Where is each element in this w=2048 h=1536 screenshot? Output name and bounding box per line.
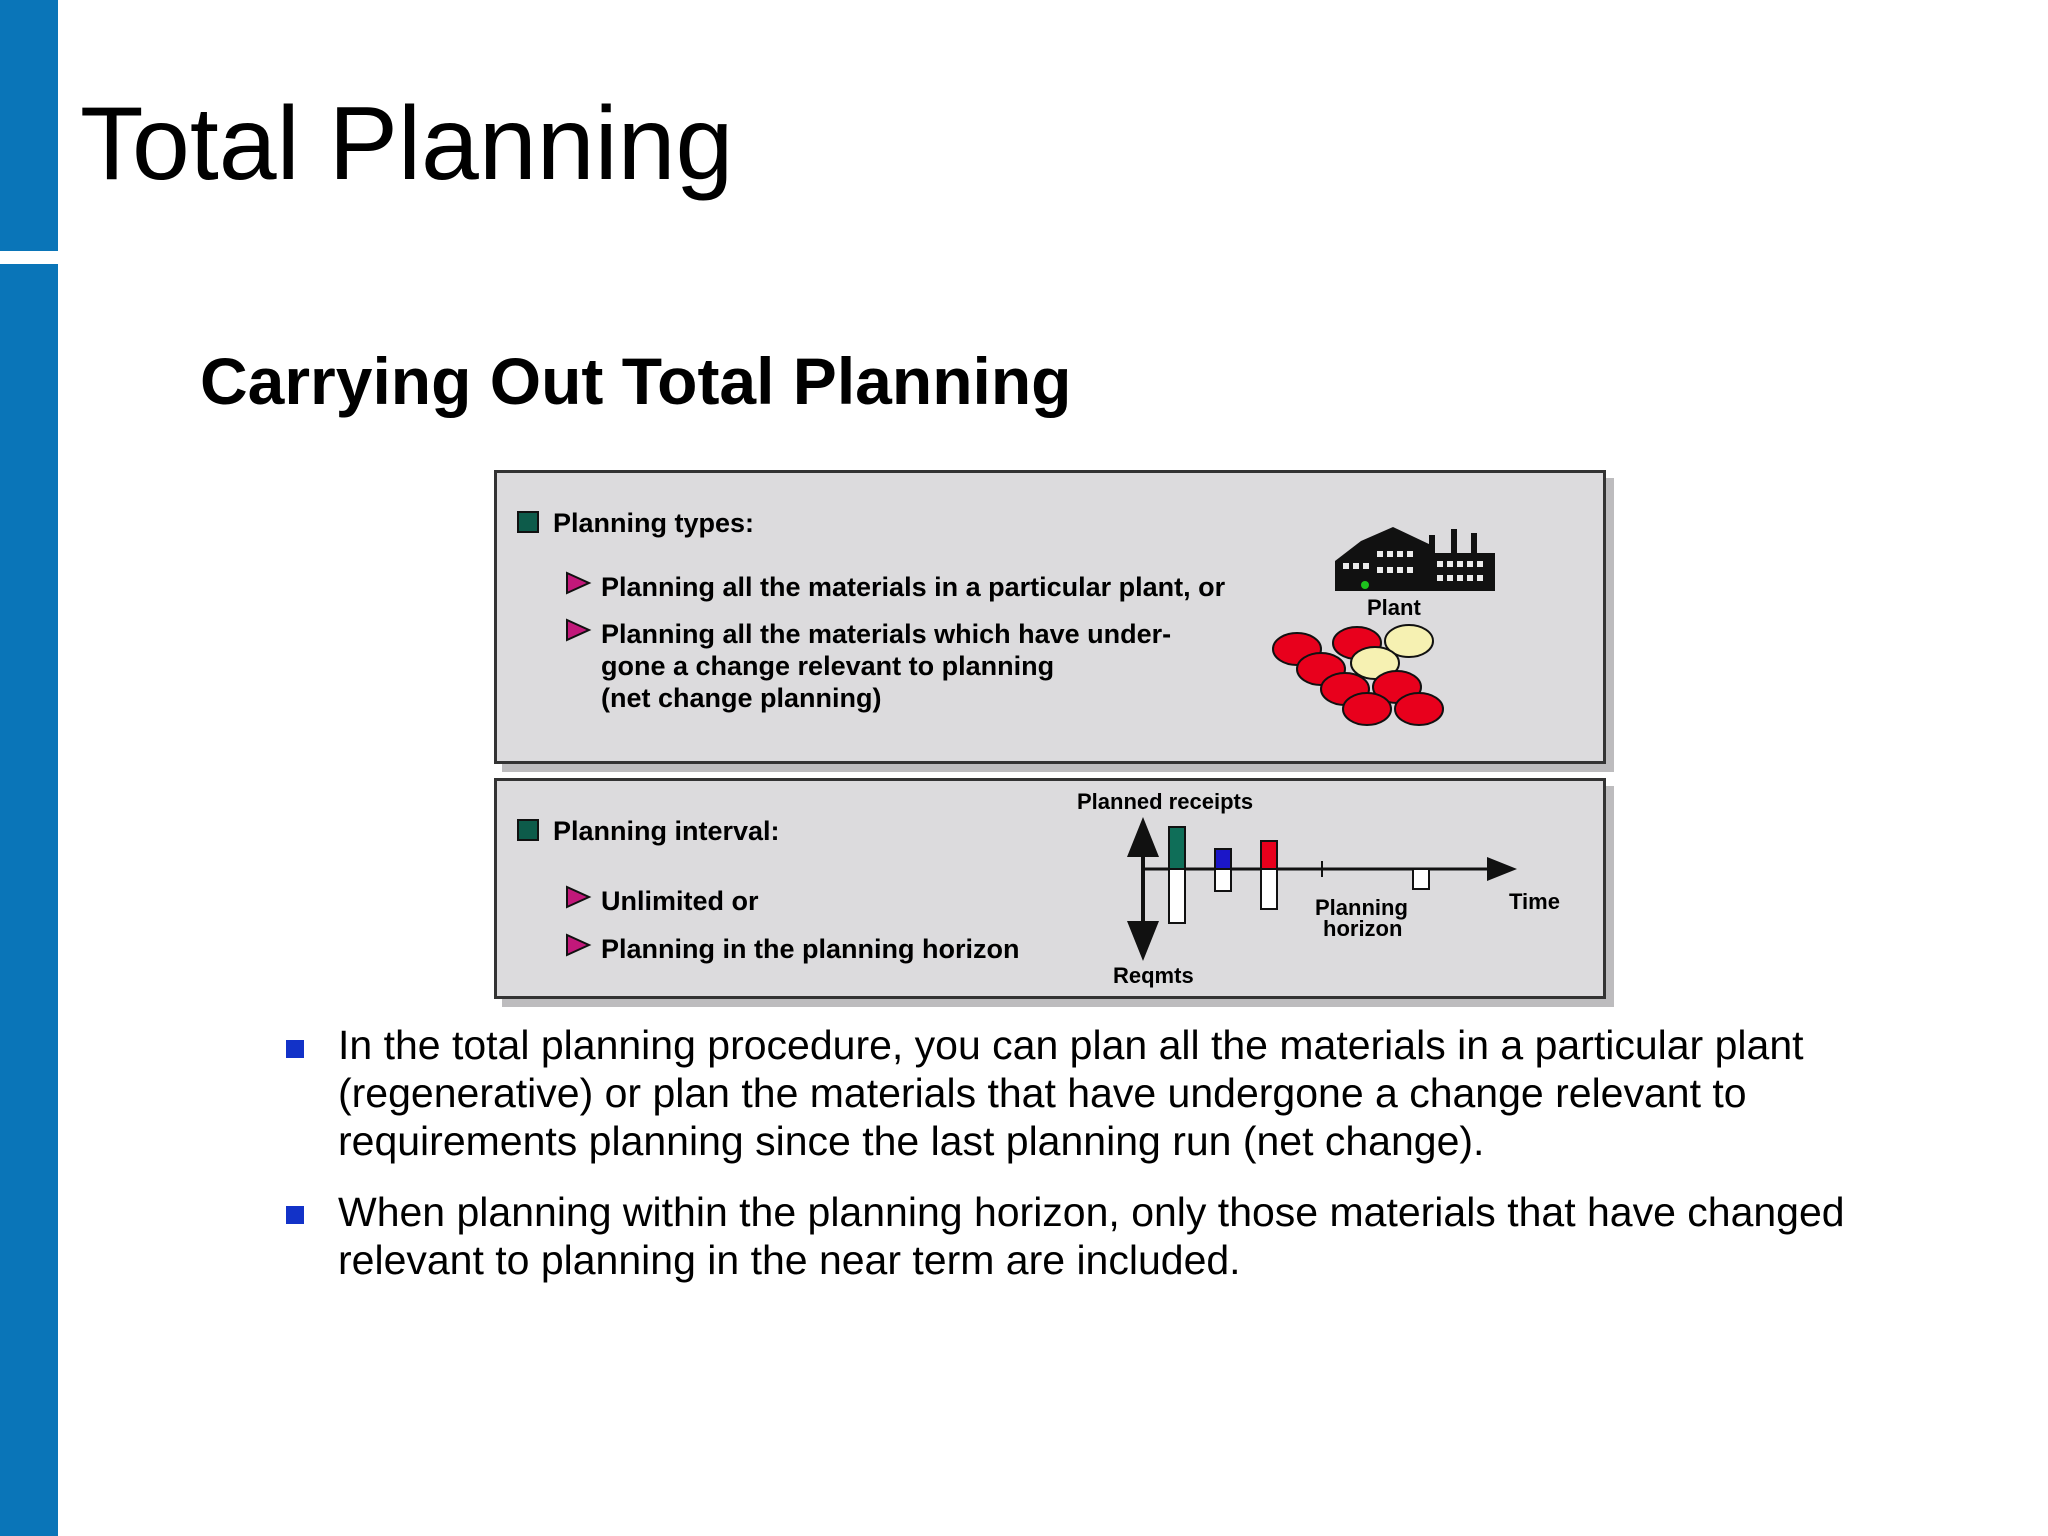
planned-receipts-label: Planned receipts bbox=[1077, 789, 1254, 814]
square-bullet-icon bbox=[517, 511, 539, 533]
planning-interval-panel bbox=[494, 778, 1606, 999]
factory-icon bbox=[1333, 523, 1497, 593]
slide-title: Total Planning bbox=[80, 86, 734, 202]
planning-horizon-label: Planning bbox=[1315, 895, 1408, 920]
sidebar-accent-top bbox=[0, 0, 58, 251]
triangle-bullet-icon bbox=[565, 618, 591, 642]
planning-horizon-diagram bbox=[1127, 821, 1517, 961]
planning-types-item: Planning all the materials which have under- bbox=[601, 619, 1172, 649]
materials-icon bbox=[1263, 623, 1503, 758]
bullet-square-icon bbox=[286, 1206, 304, 1224]
triangle-bullet-icon bbox=[565, 933, 591, 957]
bullet-square-icon bbox=[286, 1040, 304, 1058]
planning-types-item-continued: gone a change relevant to planning bbox=[601, 651, 1055, 681]
planning-horizon-label: horizon bbox=[1323, 916, 1403, 941]
planning-types-heading: Planning types: bbox=[553, 508, 755, 538]
square-bullet-icon bbox=[517, 819, 539, 841]
bullet-text: When planning within the planning horizon, only those materials that have changed relevant to planning in the near term are included. bbox=[338, 1189, 1845, 1283]
triangle-bullet-icon bbox=[565, 885, 591, 909]
triangle-bullet-icon bbox=[565, 571, 591, 595]
planning-interval-heading: Planning interval: bbox=[553, 816, 780, 846]
time-axis-label: Time bbox=[1509, 889, 1560, 914]
plant-label: Plant bbox=[1367, 595, 1421, 620]
planning-interval-item: Planning in the planning horizon bbox=[601, 934, 1020, 964]
planning-interval-item: Unlimited or bbox=[601, 886, 759, 916]
requirements-label: Reqmts bbox=[1113, 963, 1194, 988]
planning-types-item-continued: (net change planning) bbox=[601, 683, 882, 713]
bullet-text: In the total planning procedure, you can plan all the materials in a particular plant (regenerative) or plan the materials that have undergone a change relevant to requirements planning since the last planning run (net change). bbox=[338, 1022, 1804, 1164]
planning-types-item: Planning all the materials in a particular plant, or bbox=[601, 572, 1226, 602]
planning-types-panel bbox=[494, 470, 1606, 764]
sidebar-accent-bottom bbox=[0, 264, 58, 1536]
slide-subtitle: Carrying Out Total Planning bbox=[200, 344, 1072, 418]
